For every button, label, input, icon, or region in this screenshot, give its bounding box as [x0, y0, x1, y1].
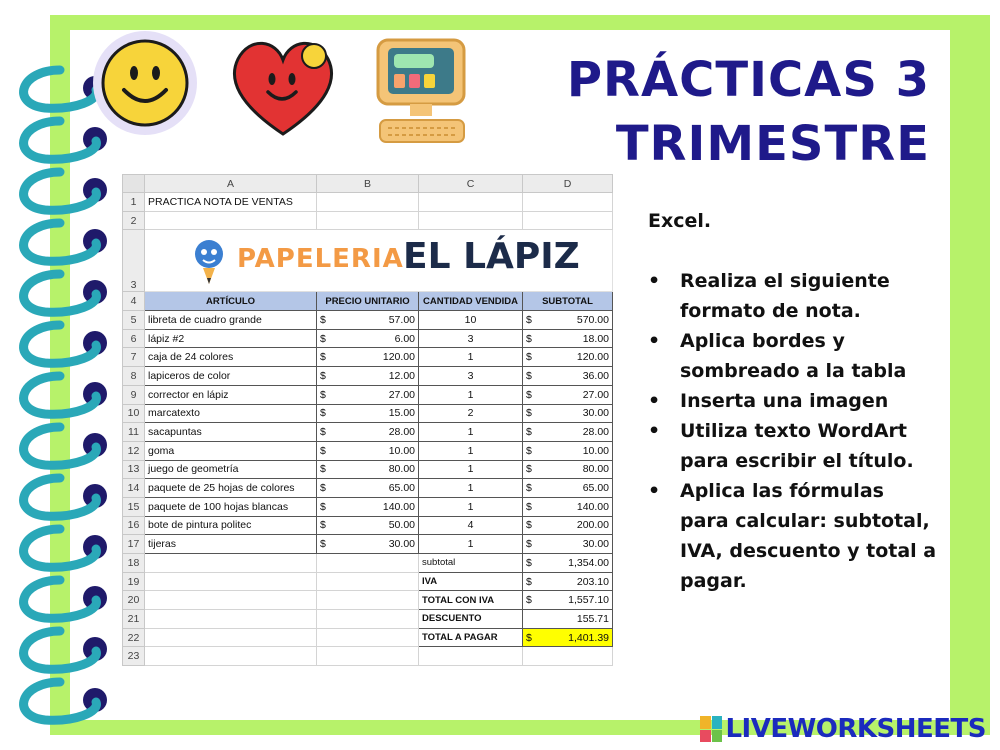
articulo-cell[interactable]: marcatexto	[145, 404, 317, 423]
row-number[interactable]: 7	[123, 348, 145, 367]
amount: 155.71	[576, 612, 609, 625]
currency-symbol: $	[526, 332, 532, 345]
row-number[interactable]: 17	[123, 535, 145, 554]
cantidad-cell[interactable]: 10	[419, 311, 523, 330]
row-number[interactable]: 4	[123, 292, 145, 311]
wordart-banner[interactable]	[145, 230, 613, 292]
table-row	[123, 329, 613, 348]
articulo-cell[interactable]: corrector en lápiz	[145, 385, 317, 404]
precio-cell[interactable]	[317, 460, 419, 479]
amount: 18.00	[582, 332, 609, 345]
row-number[interactable]: 1	[123, 193, 145, 212]
totals-label-cell[interactable]: DESCUENTO	[419, 610, 523, 629]
instructions-panel	[648, 206, 938, 596]
currency-symbol: $	[526, 519, 532, 532]
row-number[interactable]: 14	[123, 479, 145, 498]
row-number[interactable]: 2	[123, 211, 145, 230]
empty-cell[interactable]	[145, 628, 317, 647]
amount: 30.00	[388, 538, 415, 551]
table-row	[123, 497, 613, 516]
sheet-row	[123, 211, 613, 230]
precio-cell[interactable]	[317, 516, 419, 535]
totals-value-cell[interactable]	[523, 572, 613, 591]
articulo-cell[interactable]: paquete de 25 hojas de colores	[145, 479, 317, 498]
precio-cell[interactable]	[317, 441, 419, 460]
table-header-row	[123, 292, 613, 311]
row-number[interactable]: 10	[123, 404, 145, 423]
row-number[interactable]: 16	[123, 516, 145, 535]
precio-cell[interactable]	[317, 535, 419, 554]
empty-cell[interactable]	[145, 610, 317, 629]
instructions-list	[648, 266, 938, 596]
row-number[interactable]: 21	[123, 610, 145, 629]
articulo-cell[interactable]: paquete de 100 hojas blancas	[145, 497, 317, 516]
currency-symbol: $	[526, 444, 532, 457]
table-header-cell[interactable]: PRECIO UNITARIO	[317, 292, 419, 311]
sheet-row	[123, 193, 613, 212]
empty-cell[interactable]	[419, 211, 523, 230]
currency-symbol: $	[320, 444, 326, 457]
currency-symbol: $	[526, 538, 532, 551]
column-header-row	[123, 175, 613, 193]
brand-name: LIVEWORKSHEETS	[725, 714, 986, 744]
currency-symbol: $	[320, 369, 326, 382]
row-number[interactable]: 11	[123, 423, 145, 442]
precio-cell[interactable]	[317, 497, 419, 516]
articulo-cell[interactable]: lapiceros de color	[145, 367, 317, 386]
currency-symbol: $	[320, 463, 326, 476]
currency-symbol: $	[320, 351, 326, 364]
liveworksheets-logo-icon	[700, 716, 722, 742]
amount: 65.00	[388, 482, 415, 495]
amount: 50.00	[388, 519, 415, 532]
amount: 203.10	[576, 575, 609, 588]
totals-label-cell[interactable]: TOTAL A PAGAR	[419, 628, 523, 647]
empty-cell[interactable]	[317, 591, 419, 610]
subtotal-cell[interactable]	[523, 460, 613, 479]
subtotal-cell[interactable]	[523, 367, 613, 386]
precio-cell[interactable]	[317, 367, 419, 386]
subtotal-cell[interactable]	[523, 516, 613, 535]
column-header-d[interactable]: D	[523, 175, 613, 193]
title-line-2: TRIMESTRE	[615, 116, 930, 172]
totals-row	[123, 610, 613, 629]
articulo-cell[interactable]: libreta de cuadro grande	[145, 311, 317, 330]
empty-cell[interactable]	[523, 193, 613, 212]
row-number[interactable]: 15	[123, 497, 145, 516]
empty-cell[interactable]	[145, 554, 317, 573]
currency-symbol: $	[526, 407, 532, 420]
articulo-cell[interactable]: bote de pintura politec	[145, 516, 317, 535]
empty-cell[interactable]	[317, 647, 419, 666]
empty-cell[interactable]	[419, 193, 523, 212]
totals-value-cell[interactable]	[523, 591, 613, 610]
empty-cell[interactable]	[317, 554, 419, 573]
amount: 1,557.10	[568, 594, 609, 607]
currency-symbol: $	[526, 482, 532, 495]
table-row	[123, 479, 613, 498]
articulo-cell[interactable]: goma	[145, 441, 317, 460]
totals-row	[123, 572, 613, 591]
amount: 12.00	[388, 369, 415, 382]
amount: 27.00	[582, 388, 609, 401]
empty-cell[interactable]	[145, 647, 317, 666]
amount: 28.00	[582, 426, 609, 439]
totals-value-cell[interactable]	[523, 628, 613, 647]
precio-cell[interactable]	[317, 329, 419, 348]
row-number[interactable]: 3	[123, 230, 145, 292]
articulo-cell[interactable]: sacapuntas	[145, 423, 317, 442]
articulo-cell[interactable]: tijeras	[145, 535, 317, 554]
amount: 140.00	[576, 500, 609, 513]
currency-symbol: $	[526, 369, 532, 382]
cantidad-cell[interactable]: 3	[419, 329, 523, 348]
table-row	[123, 311, 613, 330]
row-number[interactable]: 8	[123, 367, 145, 386]
precio-cell[interactable]	[317, 385, 419, 404]
currency-symbol: $	[526, 556, 532, 569]
empty-cell[interactable]	[523, 211, 613, 230]
table-row	[123, 423, 613, 442]
totals-label-cell[interactable]: subtotal	[419, 554, 523, 573]
table-row	[123, 460, 613, 479]
amount: 120.00	[382, 351, 415, 364]
totals-value-cell[interactable]	[523, 610, 613, 629]
empty-cell[interactable]	[145, 591, 317, 610]
amount: 570.00	[576, 313, 609, 326]
amount: 140.00	[382, 500, 415, 513]
table-row	[123, 348, 613, 367]
precio-cell[interactable]	[317, 423, 419, 442]
precio-cell[interactable]	[317, 311, 419, 330]
empty-cell[interactable]	[419, 647, 523, 666]
table-header-cell[interactable]: CANTIDAD VENDIDA	[419, 292, 523, 311]
amount: 6.00	[394, 332, 415, 345]
instructions-heading: Excel.	[648, 210, 712, 232]
subtotal-cell[interactable]	[523, 404, 613, 423]
table-header-cell[interactable]: SUBTOTAL	[523, 292, 613, 311]
amount: 80.00	[582, 463, 609, 476]
cantidad-cell[interactable]: 1	[419, 348, 523, 367]
table-header-cell[interactable]: ARTÍCULO	[145, 292, 317, 311]
amount: 10.00	[388, 444, 415, 457]
amount: 27.00	[388, 388, 415, 401]
computer-icon	[372, 36, 472, 151]
currency-symbol: $	[526, 313, 532, 326]
currency-symbol: $	[320, 388, 326, 401]
precio-cell[interactable]	[317, 479, 419, 498]
currency-symbol: $	[526, 631, 532, 644]
currency-symbol: $	[320, 538, 326, 551]
spiral-binding-icon	[0, 50, 120, 730]
empty-cell[interactable]	[317, 211, 419, 230]
instruction-item: • Inserta una imagen	[648, 386, 938, 416]
sheet-row	[123, 647, 613, 666]
amount: 1,354.00	[568, 556, 609, 569]
cell-a1[interactable]: PRACTICA NOTA DE VENTAS	[145, 193, 317, 212]
row-number[interactable]: 5	[123, 311, 145, 330]
cantidad-cell[interactable]: 1	[419, 385, 523, 404]
amount: 80.00	[388, 463, 415, 476]
currency-symbol: $	[320, 407, 326, 420]
subtotal-cell[interactable]	[523, 329, 613, 348]
articulo-cell[interactable]: lápiz #2	[145, 329, 317, 348]
wordart-el-lapiz: EL LÁPIZ	[403, 236, 580, 278]
row-number[interactable]: 13	[123, 460, 145, 479]
articulo-cell[interactable]: juego de geometría	[145, 460, 317, 479]
row-number[interactable]: 6	[123, 329, 145, 348]
cantidad-cell[interactable]: 1	[419, 535, 523, 554]
empty-cell[interactable]	[523, 647, 613, 666]
table-row	[123, 404, 613, 423]
row-number[interactable]: 18	[123, 554, 145, 573]
column-header-a[interactable]: A	[145, 175, 317, 193]
cantidad-cell[interactable]: 1	[419, 479, 523, 498]
totals-row	[123, 554, 613, 573]
currency-symbol: $	[526, 388, 532, 401]
table-row	[123, 516, 613, 535]
totals-row	[123, 591, 613, 610]
amount: 10.00	[582, 444, 609, 457]
pencil-mascot-icon	[191, 236, 227, 286]
subtotal-cell[interactable]	[523, 441, 613, 460]
currency-symbol: $	[320, 313, 326, 326]
amount: 120.00	[576, 351, 609, 364]
row-number[interactable]: 23	[123, 647, 145, 666]
precio-cell[interactable]	[317, 348, 419, 367]
empty-cell[interactable]	[317, 572, 419, 591]
currency-symbol: $	[526, 500, 532, 513]
empty-cell[interactable]	[145, 572, 317, 591]
spreadsheet-grid	[122, 174, 613, 666]
column-header-b[interactable]: B	[317, 175, 419, 193]
currency-symbol: $	[320, 500, 326, 513]
amount: 30.00	[582, 407, 609, 420]
amount: 15.00	[388, 407, 415, 420]
totals-row	[123, 628, 613, 647]
amount: 36.00	[582, 369, 609, 382]
empty-cell[interactable]	[317, 628, 419, 647]
title-line-1: PRÁCTICAS 3	[566, 52, 930, 108]
cantidad-cell[interactable]: 1	[419, 423, 523, 442]
banner-row	[123, 230, 613, 292]
amount: 57.00	[388, 313, 415, 326]
cantidad-cell[interactable]: 1	[419, 441, 523, 460]
row-number[interactable]: 22	[123, 628, 145, 647]
amount: 1,401.39	[568, 631, 609, 644]
cantidad-cell[interactable]: 1	[419, 497, 523, 516]
liveworksheets-brand[interactable]	[700, 714, 986, 744]
spreadsheet-screenshot	[122, 174, 614, 666]
subtotal-cell[interactable]	[523, 423, 613, 442]
empty-cell[interactable]	[317, 610, 419, 629]
select-all-corner[interactable]	[123, 175, 145, 193]
row-number[interactable]: 20	[123, 591, 145, 610]
amount: 28.00	[388, 426, 415, 439]
table-row	[123, 441, 613, 460]
currency-symbol: $	[526, 426, 532, 439]
currency-symbol: $	[320, 426, 326, 439]
empty-cell[interactable]	[145, 211, 317, 230]
currency-symbol: $	[320, 519, 326, 532]
column-header-c[interactable]: C	[419, 175, 523, 193]
totals-label-cell[interactable]: IVA	[419, 572, 523, 591]
table-row	[123, 367, 613, 386]
row-number[interactable]: 19	[123, 572, 145, 591]
cantidad-cell[interactable]: 4	[419, 516, 523, 535]
totals-value-cell[interactable]	[523, 554, 613, 573]
heart-face-icon	[228, 34, 338, 144]
amount: 30.00	[582, 538, 609, 551]
currency-symbol: $	[320, 332, 326, 345]
amount: 65.00	[582, 482, 609, 495]
instruction-item: • Aplica las fórmulas para calcular: subtotal, IVA, descuento y total a pagar.	[648, 476, 938, 596]
instruction-item: • Utiliza texto WordArt para escribir el título.	[648, 416, 938, 476]
currency-symbol: $	[526, 463, 532, 476]
currency-symbol: $	[526, 575, 532, 588]
empty-cell[interactable]	[317, 193, 419, 212]
subtotal-cell[interactable]	[523, 348, 613, 367]
subtotal-cell[interactable]	[523, 479, 613, 498]
table-row	[123, 535, 613, 554]
instruction-item: • Realiza el siguiente formato de nota.	[648, 266, 938, 326]
subtotal-cell[interactable]	[523, 385, 613, 404]
wordart-papeleria: PAPELERIA	[237, 244, 404, 275]
subtotal-cell[interactable]	[523, 311, 613, 330]
row-number[interactable]: 12	[123, 441, 145, 460]
currency-symbol: $	[526, 594, 532, 607]
page-title	[550, 48, 930, 176]
smiley-face-icon	[90, 28, 200, 138]
instruction-item: • Aplica bordes y sombreado a la tabla	[648, 326, 938, 386]
totals-label-cell[interactable]: TOTAL CON IVA	[419, 591, 523, 610]
cantidad-cell[interactable]: 2	[419, 404, 523, 423]
row-number[interactable]: 9	[123, 385, 145, 404]
cantidad-cell[interactable]: 1	[419, 460, 523, 479]
amount: 200.00	[576, 519, 609, 532]
currency-symbol: $	[320, 482, 326, 495]
cantidad-cell[interactable]: 3	[419, 367, 523, 386]
articulo-cell[interactable]: caja de 24 colores	[145, 348, 317, 367]
table-row	[123, 385, 613, 404]
currency-symbol: $	[526, 351, 532, 364]
subtotal-cell[interactable]	[523, 497, 613, 516]
subtotal-cell[interactable]	[523, 535, 613, 554]
precio-cell[interactable]	[317, 404, 419, 423]
